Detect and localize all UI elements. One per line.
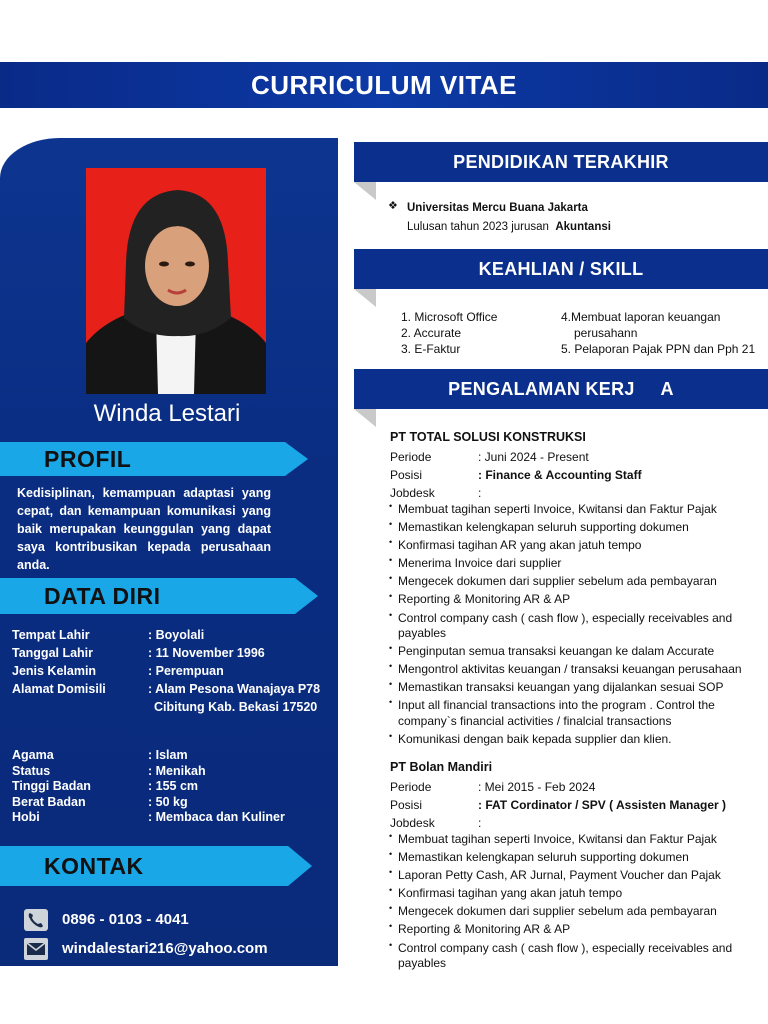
list-item: • Memastikan kelengkapan seluruh supporting dokumen bbox=[390, 850, 760, 866]
job-period-row bbox=[390, 448, 760, 466]
task-list bbox=[390, 502, 760, 748]
job-entry bbox=[390, 760, 760, 974]
task-list bbox=[390, 832, 760, 972]
pengalaman-heading: PENGALAMAN KERJ A bbox=[448, 379, 674, 399]
data-diri-banner bbox=[0, 578, 318, 612]
data-row bbox=[12, 664, 338, 682]
person-name: Winda Lestari bbox=[93, 400, 241, 427]
data-label: Status bbox=[12, 763, 51, 778]
data-row bbox=[12, 628, 338, 646]
list-item: • Mengecek dokumen dari supplier sebelum ada pembayaran bbox=[390, 574, 760, 590]
envelope-icon bbox=[24, 938, 48, 960]
data-diri-heading: DATA DIRI bbox=[44, 583, 161, 609]
header-fold bbox=[354, 289, 376, 307]
position-value: : FAT Cordinator / SPV ( Assisten Manager ) bbox=[478, 798, 727, 812]
jobdesk-label: Jobdesk bbox=[390, 486, 435, 500]
data-label: Hobi bbox=[12, 810, 40, 824]
list-item: • Reporting & Monitoring AR & AP bbox=[390, 922, 760, 938]
profile-photo bbox=[86, 168, 266, 394]
skill-item: 2. Accurate bbox=[401, 326, 462, 340]
diamond-bullet-icon: ❖ bbox=[388, 200, 398, 212]
skill-heading: KEAHLIAN / SKILL bbox=[478, 259, 644, 279]
list-item: • Mengecek dokumen dari supplier sebelum ada pembayaran bbox=[390, 904, 760, 920]
position-label: Posisi bbox=[390, 468, 423, 482]
page-title: CURRICULUM VITAE bbox=[250, 70, 518, 100]
skill-header bbox=[354, 249, 768, 289]
list-item: • Konfirmasi tagihan AR yang akan jatuh tempo bbox=[390, 538, 760, 554]
list-item: • Input all financial transactions into the program . Control the company`s financial activities / finalcial transactions bbox=[390, 698, 760, 729]
skill-item: 5. Pelaporan Pajak PPN dan Pph 21 bbox=[561, 342, 756, 356]
data-row bbox=[12, 700, 338, 718]
list-item: • Membuat tagihan seperti Invoice, Kwitansi dan Faktur Pajak bbox=[390, 502, 760, 518]
jobdesk-colon: : bbox=[478, 486, 482, 500]
data-label: Tanggal Lahir bbox=[12, 646, 94, 660]
jobdesk-row bbox=[390, 814, 760, 832]
profil-text: Kedisiplinan, kemampuan adaptasi yang cepat, dan kemampuan komunikasi yang baik merupakan keunggulan yang dapat saya kontribusikan kepada perusahaan anda. bbox=[17, 486, 271, 572]
data-value: : Membaca dan Kuliner bbox=[148, 810, 285, 824]
profil-heading: PROFIL bbox=[44, 446, 132, 472]
data-label: Alamat Domisili bbox=[12, 682, 106, 696]
title-band bbox=[0, 62, 768, 108]
data-row bbox=[12, 748, 338, 764]
list-item: • Control company cash ( cash flow ), especially receivables and payables bbox=[390, 941, 760, 972]
data-row bbox=[12, 779, 338, 795]
data-value: : Perempuan bbox=[148, 664, 224, 678]
data-label: Tempat Lahir bbox=[12, 628, 90, 642]
list-item: • Memastikan transaksi keuangan yang dijalankan sesuai SOP bbox=[390, 680, 760, 696]
list-item: • Penginputan semua transaksi keuangan ke dalam Accurate bbox=[390, 644, 760, 660]
data-row bbox=[12, 646, 338, 664]
jobdesk-label: Jobdesk bbox=[390, 816, 435, 830]
school-name: Universitas Mercu Buana Jakarta bbox=[407, 202, 588, 214]
profil-banner bbox=[0, 442, 308, 476]
data-value: : 155 cm bbox=[148, 779, 199, 793]
skill-item: 1. Microsoft Office bbox=[401, 310, 498, 324]
position-value: : Finance & Accounting Staff bbox=[478, 468, 642, 482]
list-item: • Konfirmasi tagihan yang akan jatuh tempo bbox=[390, 886, 760, 902]
data-row bbox=[12, 764, 338, 780]
data-diri-group-2 bbox=[12, 748, 338, 826]
data-label: Tinggi Badan bbox=[12, 779, 91, 793]
email-address: windalestari216@yahoo.com bbox=[62, 940, 268, 957]
list-item: • Memastikan kelengkapan seluruh supporting dokumen bbox=[390, 520, 760, 536]
kontak-heading: KONTAK bbox=[44, 853, 144, 879]
list-item: • Control company cash ( cash flow ), especially receivables and payables bbox=[390, 611, 760, 642]
job-position-row bbox=[390, 466, 760, 484]
pendidikan-heading: PENDIDIKAN TERAKHIR bbox=[453, 152, 669, 172]
job-position-row bbox=[390, 796, 760, 814]
period-value: : Juni 2024 - Present bbox=[478, 450, 589, 464]
phone-icon bbox=[24, 909, 48, 931]
list-item: • Membuat tagihan seperti Invoice, Kwitansi dan Faktur Pajak bbox=[390, 832, 760, 848]
major: Akuntansi bbox=[555, 221, 611, 233]
jobdesk-row bbox=[390, 484, 760, 502]
data-value: : Alam Pesona Wanajaya P78 bbox=[148, 682, 321, 696]
phone-number: 0896 - 0103 - 4041 bbox=[62, 911, 189, 928]
pendidikan-header bbox=[354, 142, 768, 182]
skill-item-continued: perusahann bbox=[574, 326, 638, 340]
address-line-2: Cibitung Kab. Bekasi 17520 bbox=[154, 700, 318, 714]
period-label: Periode bbox=[390, 450, 432, 464]
left-column bbox=[0, 138, 338, 966]
data-label: Berat Badan bbox=[12, 794, 86, 809]
list-item: • Laporan Petty Cash, AR Jurnal, Payment Voucher dan Pajak bbox=[390, 868, 760, 884]
header-fold bbox=[354, 409, 376, 427]
period-value: : Mei 2015 - Feb 2024 bbox=[478, 780, 596, 794]
graduation-text: Lulusan tahun 2023 jurusan bbox=[407, 221, 549, 233]
data-label: Jenis Kelamin bbox=[12, 664, 97, 678]
data-value: : Menikah bbox=[148, 763, 206, 778]
data-row bbox=[12, 682, 338, 700]
header-fold bbox=[354, 182, 376, 200]
data-diri-group-1 bbox=[12, 628, 338, 718]
list-item: • Komunikasi dengan baik kepada supplier dan klien. bbox=[390, 732, 760, 748]
kontak-banner bbox=[0, 846, 312, 886]
list-item: • Mengontrol aktivitas keuangan / transaksi keuangan perusahaan bbox=[390, 662, 760, 678]
education-detail bbox=[407, 219, 611, 235]
skill-item: 4.Membuat laporan keuangan bbox=[561, 310, 721, 324]
data-value: : 50 kg bbox=[148, 794, 188, 809]
pengalaman-header bbox=[354, 369, 768, 409]
data-value: : Islam bbox=[148, 748, 188, 762]
company-name: PT Bolan Mandiri bbox=[390, 760, 493, 774]
list-item: • Reporting & Monitoring AR & AP bbox=[390, 592, 760, 608]
data-row bbox=[12, 810, 338, 826]
skill-item: 3. E-Faktur bbox=[401, 342, 461, 356]
data-row bbox=[12, 795, 338, 811]
data-value: : Boyolali bbox=[148, 628, 205, 642]
company-name: PT TOTAL SOLUSI KONSTRUKSI bbox=[390, 430, 586, 444]
job-entry bbox=[390, 430, 760, 750]
job-period-row bbox=[390, 778, 760, 796]
position-label: Posisi bbox=[390, 798, 423, 812]
data-value: : 11 November 1996 bbox=[148, 646, 265, 660]
list-item: • Menerima Invoice dari supplier bbox=[390, 556, 760, 572]
jobdesk-colon: : bbox=[478, 816, 482, 830]
data-label: Agama bbox=[12, 748, 54, 762]
period-label: Periode bbox=[390, 780, 432, 794]
